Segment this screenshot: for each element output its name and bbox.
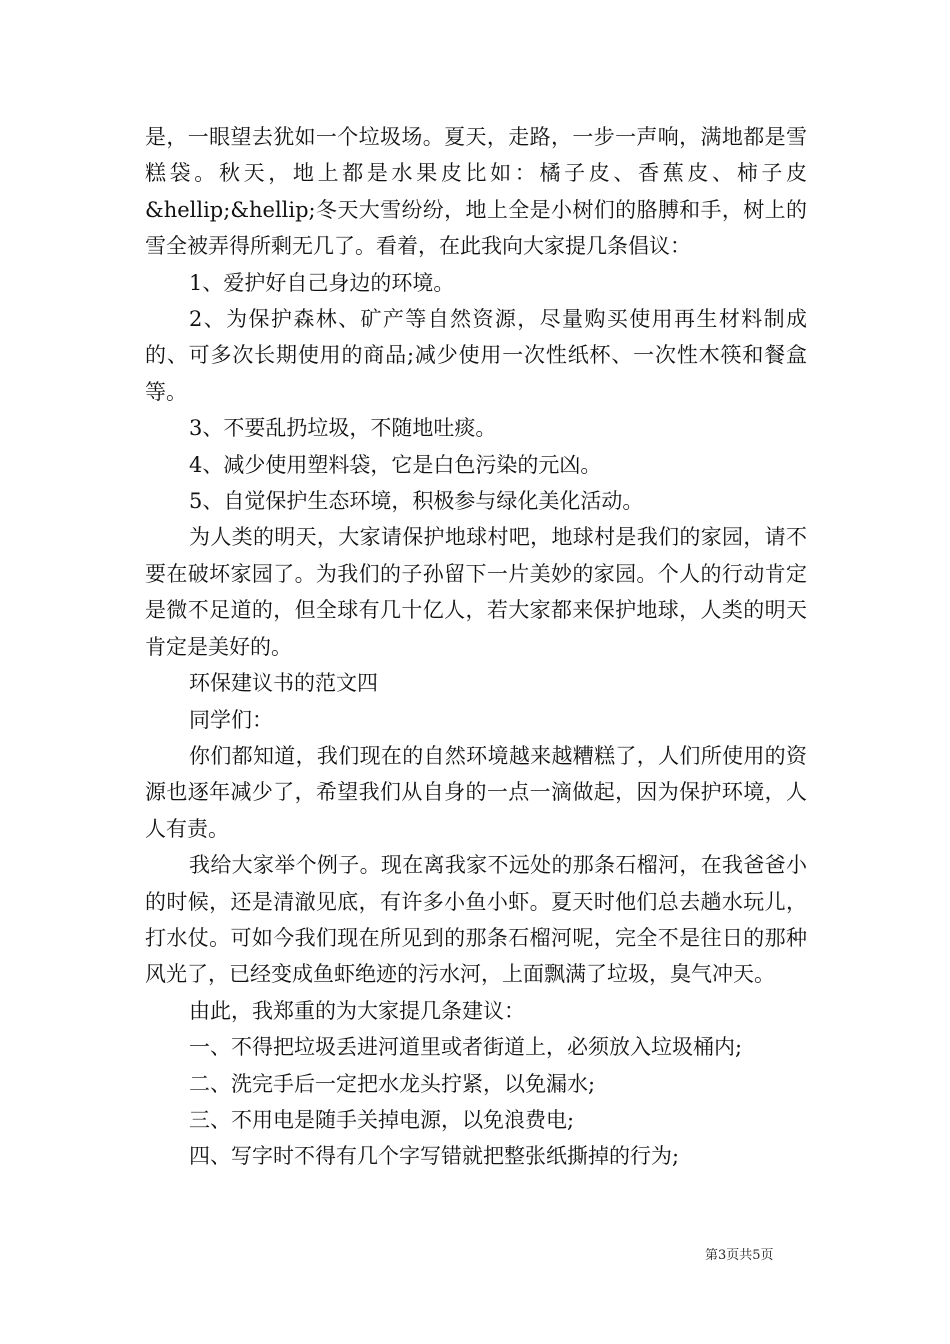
salutation: 同学们： — [189, 707, 273, 732]
page-number: 第3页共5页 — [705, 1248, 774, 1263]
document-body — [145, 119, 807, 1175]
proposal-item-3: 3、不要乱扔垃圾，不随地吐痰。 — [189, 416, 497, 441]
closing-paragraph: 为人类的明天，大家请保护地球村吧，地球村是我们的家园，请不要在破坏家园了。为我们的子孙留下一片美妙的家园。个人的行动肯定是微不足道的，但全球有几十亿人，若大家都来保护地球，人类的明天肯定是美好的。 — [145, 525, 807, 659]
proposal-item-4: 4、减少使用塑料袋，它是白色污染的元凶。 — [189, 452, 602, 477]
proposal-item-1: 1、爱护好自己身边的环境。 — [189, 270, 455, 295]
proposal-item-5: 5、自觉保护生态环境，积极参与绿化美化活动。 — [189, 489, 644, 514]
paragraph-continuation: 是，一眼望去犹如一个垃圾场。夏天，走路，一步一声响，满地都是雪糕袋。秋天，地上都是水果皮比如：橘子皮、香蕉皮、柿子皮&hellip;&hellip;冬天大雪纷纷，地上全是小树们的胳膊和手，树上的雪全被弄得所剩无几了。看着，在此我向大家提几条倡议： — [145, 125, 807, 259]
body-paragraph: 你们都知道，我们现在的自然环境越来越糟糕了，人们所使用的资源也逐年减少了，希望我们从自身的一点一滴做起，因为保护环境，人人有责。 — [145, 743, 807, 841]
suggestion-item-1: 一、不得把垃圾丢进河道里或者街道上，必须放入垃圾桶内; — [189, 1035, 743, 1060]
section-title: 环保建议书的范文四 — [189, 671, 378, 696]
suggestion-item-3: 三、不用电是随手关掉电源，以免浪费电; — [189, 1107, 575, 1132]
body-paragraph: 我给大家举个例子。现在离我家不远处的那条石榴河，在我爸爸小的时候，还是清澈见底，有许多小鱼小虾。夏天时他们总去趟水玩儿，打水仗。可如今我们现在所见到的那条石榴河呢，完全不是往日的那种风光了，已经变成鱼虾绝迹的污水河，上面飘满了垃圾，臭气冲天。 — [145, 853, 807, 987]
suggestion-intro: 由此，我郑重的为大家提几条建议： — [189, 998, 525, 1023]
suggestion-item-4: 四、写字时不得有几个字写错就把整张纸撕掉的行为; — [189, 1144, 680, 1169]
proposal-item-2: 2、为保护森林、矿产等自然资源，尽量购买使用再生材料制成的、可多次长期使用的商品;减少使用一次性纸杯、一次性木筷和餐盒等。 — [145, 307, 807, 404]
suggestion-item-2: 二、洗完手后一定把水龙头拧紧，以免漏水; — [189, 1071, 596, 1096]
